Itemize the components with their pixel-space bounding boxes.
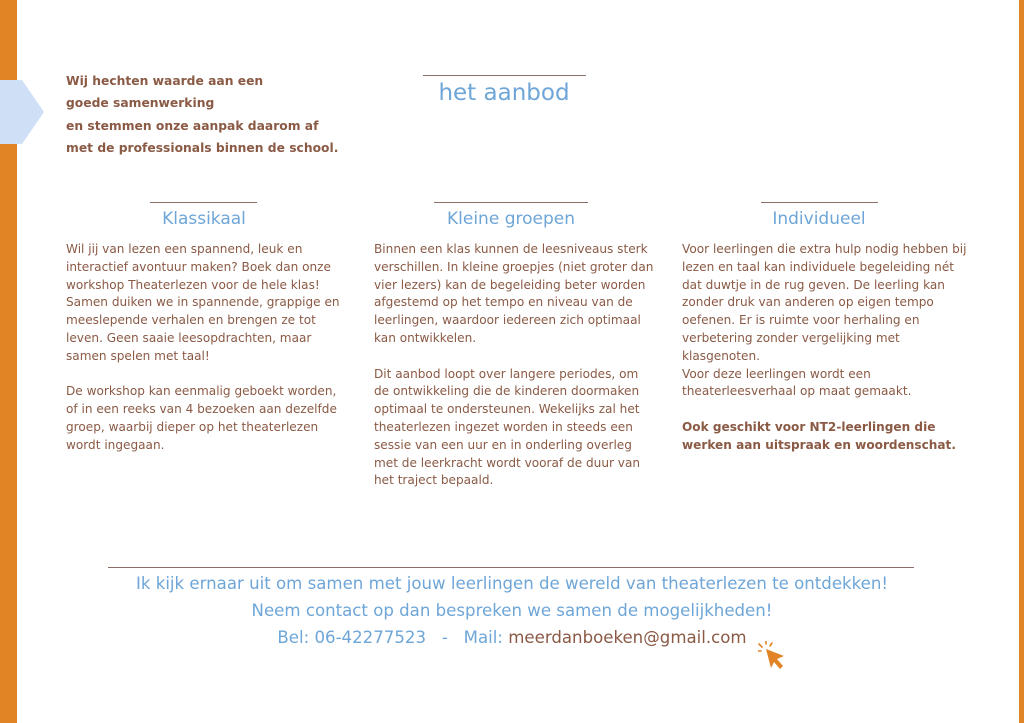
column-body-klassikaal bbox=[66, 241, 349, 472]
column-title-kleine-groepen: Kleine groepen bbox=[447, 209, 575, 229]
footer-line-2: Neem contact op dan bespreken we samen de mogelijkheden! bbox=[251, 601, 773, 620]
paragraph: Dit aanbod loopt over langere periodes, om de ontwikkeling die de kinderen doormaken optimaal te ondersteunen. Wekelijks zal het theaterlezen ingezet worden in steeds een sessie van een uur en in onderling overleg met de leerkracht wordt vooraf de duur van het traject bepaald. bbox=[374, 366, 641, 488]
column-body-individueel bbox=[682, 241, 972, 472]
chevron-arrow-icon bbox=[0, 80, 44, 144]
column-title-rule bbox=[434, 202, 588, 203]
column-title-rule bbox=[150, 202, 257, 203]
page-title: het aanbod bbox=[438, 80, 570, 106]
intro-line: goede samenwerking bbox=[66, 96, 215, 111]
footer-contact bbox=[0, 628, 1024, 647]
column-title-rule bbox=[761, 202, 878, 203]
paragraph: De workshop kan eenmalig geboekt worden, of in een reeks van 4 bezoeken aan dezelfde groep, waarbij dieper op het theaterlezen wordt ingegaan. bbox=[66, 384, 337, 452]
paragraph: Wil jij van lezen een spannend, leuk en interactief avontuur maken? Boek dan onze workshop Theaterlezen voor de hele klas! Samen duiken we in spannende, grappige en meeslepende verhalen en brengen ze tot leven. Geen saaie leesopdrachten, maar samen spelen met taal! bbox=[66, 242, 340, 363]
footer-rule bbox=[108, 567, 914, 568]
footer-line-1: Ik kijk ernaar uit om samen met jouw leerlingen de wereld van theaterlezen te ontdekken! bbox=[135, 574, 889, 593]
intro-line: en stemmen onze aanpak daarom af bbox=[66, 118, 319, 133]
intro-text bbox=[66, 70, 356, 159]
email-link[interactable]: meerdanboeken@gmail.com bbox=[508, 628, 747, 647]
highlight-paragraph: Ook geschikt voor NT2-leerlingen die werken aan uitspraak en woordenschat. bbox=[682, 419, 956, 452]
main-title-rule bbox=[423, 75, 586, 76]
click-cursor-icon bbox=[758, 641, 788, 671]
paragraph: Binnen een klas kunnen de leesniveaus sterk verschillen. In kleine groepjes (niet groter dan vier lezers) kan de begeleiding beter worden afgestemd op het tempo en niveau van de leerlingen, waardoor iedereen zich optimaal kan ontwikkelen. bbox=[374, 242, 654, 345]
column-title-individueel: Individueel bbox=[772, 209, 866, 229]
paragraph: Voor leerlingen die extra hulp nodig hebben bij lezen en taal kan individuele begeleiding nét dat duwtje in de rug geven. De leerling kan zonder druk van anderen op eigen tempo oefenen. Er is ruimte voor herhaling en verbetering zonder vergelijking met klasgenoten. Voor deze leerlingen wordt een theaterleesverhaal op maat gemaakt. bbox=[682, 242, 967, 399]
column-body-kleine-groepen bbox=[374, 241, 657, 508]
column-title-klassikaal: Klassikaal bbox=[162, 209, 246, 229]
contact-phone: Bel: 06-42277523 - Mail: bbox=[277, 628, 509, 647]
intro-line: Wij hechten waarde aan een bbox=[66, 74, 264, 88]
intro-line: met de professionals binnen de school. bbox=[66, 140, 339, 155]
